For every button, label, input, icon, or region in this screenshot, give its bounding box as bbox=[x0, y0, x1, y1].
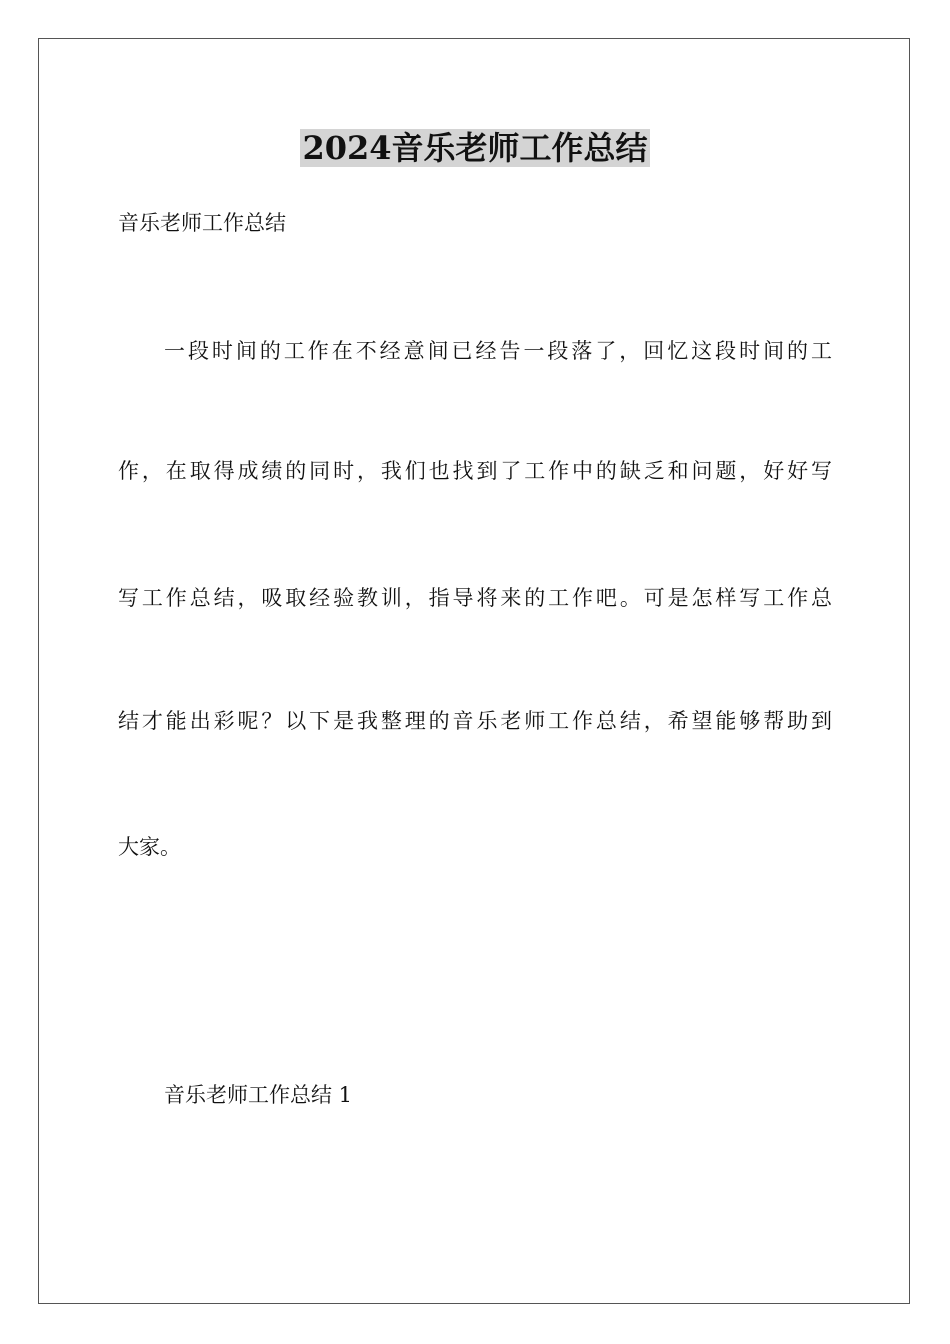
document-title bbox=[0, 126, 950, 170]
section-heading: 音乐老师工作总结 1 bbox=[164, 1083, 353, 1107]
intro-line: 大家。 bbox=[118, 835, 181, 859]
document-subheading: 音乐老师工作总结 bbox=[118, 211, 286, 235]
intro-line: 一段时间的工作在不经意间已经告一段落了，回忆这段时间的工 bbox=[164, 339, 832, 363]
intro-line: 作，在取得成绩的同时，我们也找到了工作中的缺乏和问题，好好写 bbox=[118, 459, 832, 483]
intro-line: 结才能出彩呢？以下是我整理的音乐老师工作总结，希望能够帮助到 bbox=[118, 709, 832, 733]
document-title-text: 2024音乐老师工作总结 bbox=[302, 129, 648, 167]
intro-line: 写工作总结，吸取经验教训，指导将来的工作吧。可是怎样写工作总 bbox=[118, 586, 832, 610]
